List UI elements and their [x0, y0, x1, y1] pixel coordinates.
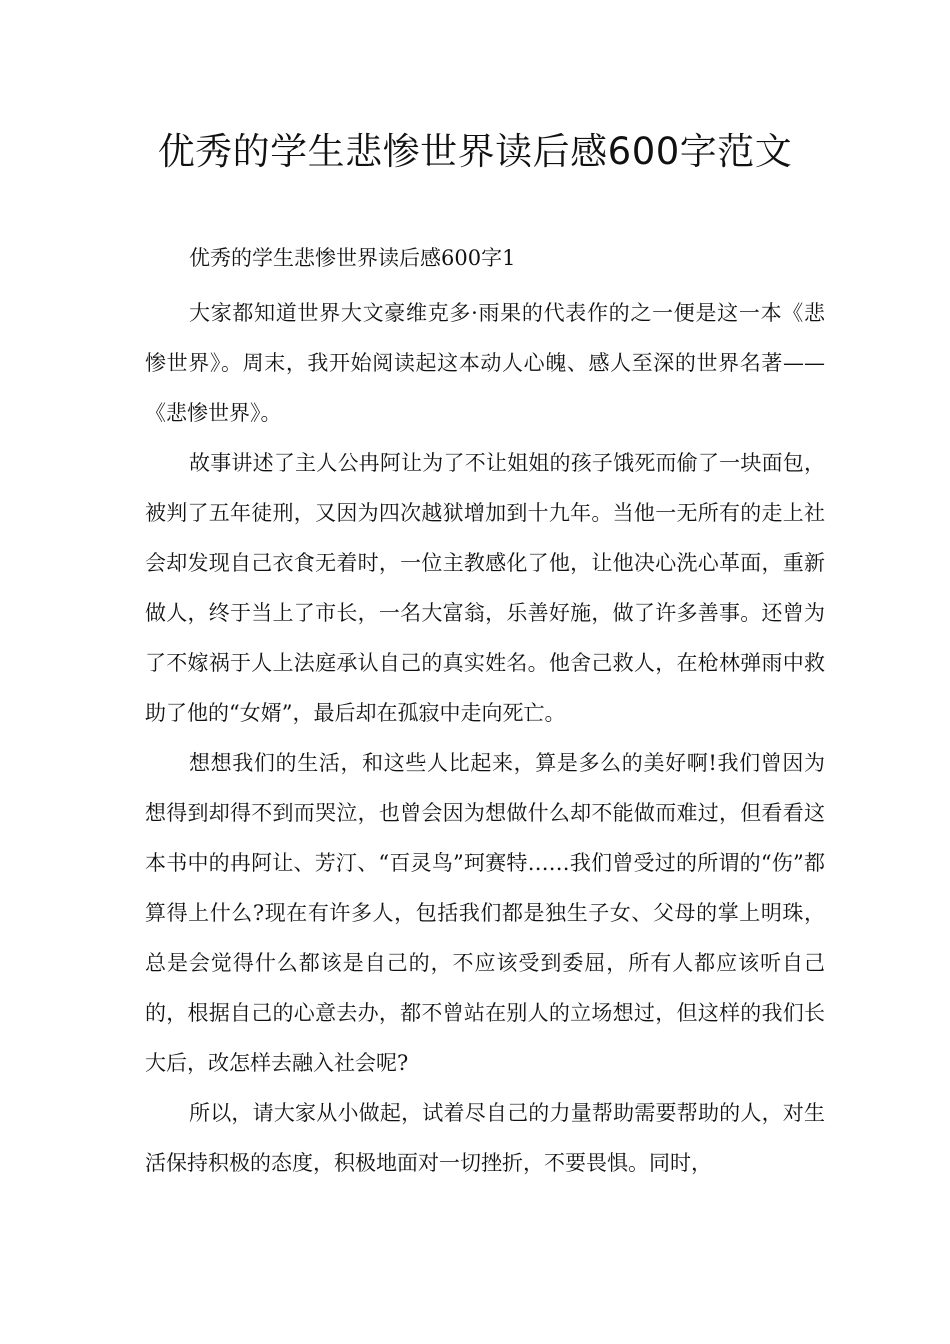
paragraph: 所以，请大家从小做起，试着尽自己的力量帮助需要帮助的人，对生活保持积极的态度，积极地面对一切挫折，不要畏惧。同时，: [145, 1101, 825, 1175]
paragraph: 想想我们的生活，和这些人比起来，算是多么的美好啊!我们曾因为想得到却得不到而哭泣，也曾会因为想做什么却不能做而难过，但看看这本书中的冉阿让、芳汀、“百灵鸟”珂赛特……我们曾受过的所谓的“伤”都算得上什么?现在有许多人，包括我们都是独生子女、父母的掌上明珠，总是会觉得什么都该是自己的，不应该受到委屈，所有人都应该听自己的，根据自己的心意去办，都不曾站在别人的立场想过，但这样的我们长大后，改怎样去融入社会呢?: [145, 751, 825, 1075]
section-subheading: 优秀的学生悲惨世界读后感600字1: [189, 246, 516, 270]
paragraph: 大家都知道世界大文豪维克多·雨果的代表作的之一便是这一本《悲惨世界》。周末，我开始阅读起这本动人心魄、感人至深的世界名著——《悲惨世界》。: [145, 301, 825, 425]
paragraph: 故事讲述了主人公冉阿让为了不让姐姐的孩子饿死而偷了一块面包，被判了五年徒刑，又因为四次越狱增加到十九年。当他一无所有的走上社会却发现自己衣食无着时，一位主教感化了他，让他决心洗心革面，重新做人，终于当上了市长，一名大富翁，乐善好施，做了许多善事。还曾为了不嫁祸于人上法庭承认自己的真实姓名。他舍己救人，在枪林弹雨中救助了他的“女婿”，最后却在孤寂中走向死亡。: [145, 451, 825, 725]
document-body: [145, 230, 825, 1188]
document-title: 优秀的学生悲惨世界读后感600字范文: [157, 130, 793, 173]
